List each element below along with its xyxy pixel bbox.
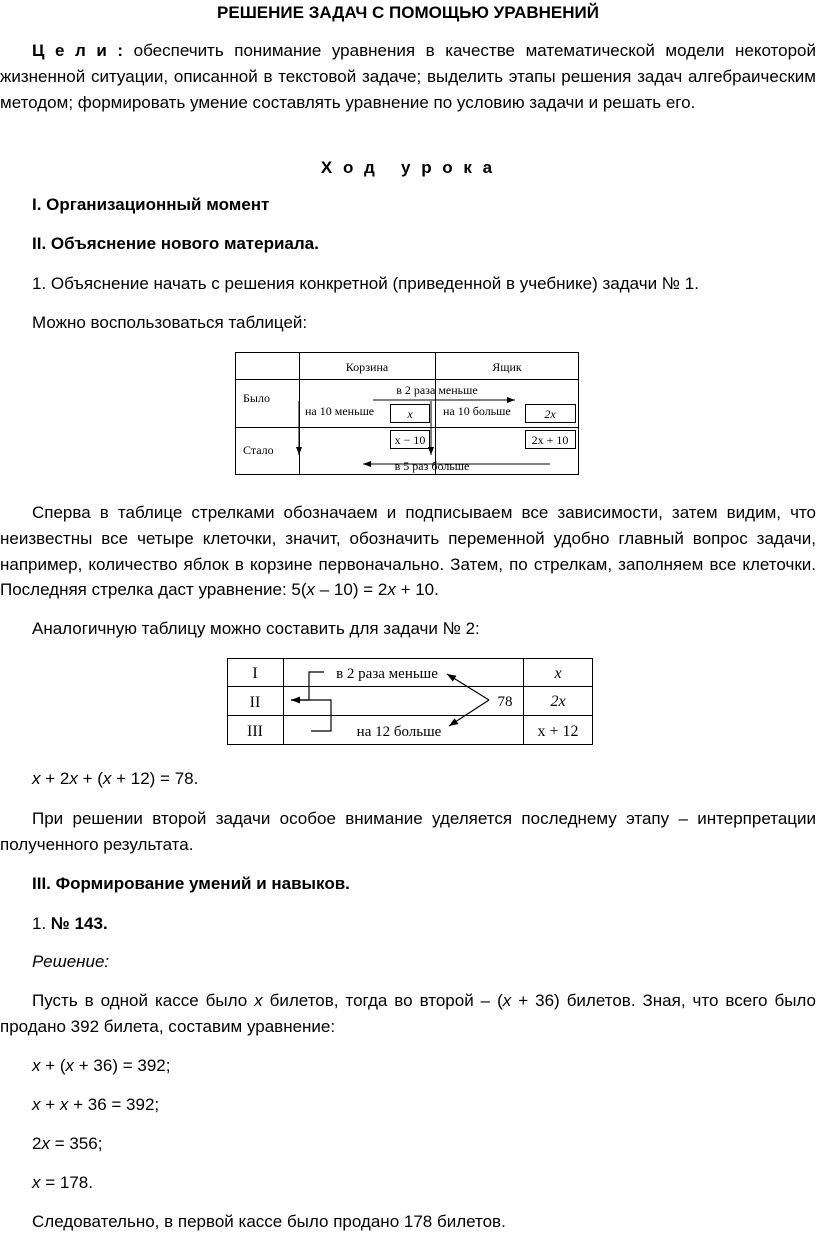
t1-cell-x-minus-10: x − 10: [394, 433, 426, 447]
t2-less-2: в 2 раза меньше: [336, 666, 438, 682]
equation-task-2: x + 2x + (x + 12) = 78.: [32, 769, 199, 788]
first-table-explanation: Сперва в таблице стрелками обозначаем и подписываем все зависимости, затем видим, что неизвестны все четыре клеточки, значит, обозначить переменной удобно главный вопрос задачи, например, количество яблок в корзине первоначально. Затем, по стрелкам, заполняем все клеточки. Последняя стрелка даст уравнение: 5(x – 10) = 2x + 10.: [0, 503, 816, 600]
table-2-figure: [227, 658, 594, 746]
equation-line-3: 2x = 356;: [32, 1134, 103, 1153]
t1-row-stalo: Стало: [243, 443, 274, 457]
goals-paragraph: [0, 38, 816, 115]
conclusion-paragraph: Следовательно, в первой кассе было продано 178 билетов.: [32, 1212, 506, 1231]
page-title: РЕШЕНИЕ ЗАДАЧ С ПОМОЩЬЮ УРАВНЕНИЙ: [217, 3, 599, 22]
t2-row-2: II: [249, 694, 261, 711]
t1-more-5: в 5 раз больше: [394, 459, 470, 473]
t1-cell-x: x: [407, 407, 413, 421]
t2-row-3: III: [247, 723, 263, 740]
t1-row-bylo: Было: [243, 391, 270, 405]
goals-text: обеспечить понимание уравнения в качестве математической модели некоторой жизненной ситуации, описанной в текстовой задаче; выделить этапы решения задач алгебраическим методом; формировать умение составлять уравнение по условию задачи и решать его.: [0, 41, 816, 112]
lesson-heading: Х о д у р о к а: [320, 158, 496, 177]
t2-num-78: 78: [497, 694, 513, 710]
second-task-paragraph: При решении второй задачи особое внимание уделяется последнему этапу – интерпретации полученного результата.: [0, 809, 816, 854]
t1-col-korzina: Корзина: [345, 360, 389, 374]
t1-plus-10: на 10 больше: [443, 404, 511, 418]
equation-line-4: x = 178.: [32, 1173, 93, 1192]
t1-cell-2x-plus-10: 2x + 10: [531, 433, 569, 447]
analog-paragraph: Аналогичную таблицу можно составить для задачи № 2:: [32, 619, 480, 638]
t2-cell-2x: 2x: [550, 693, 566, 710]
table-1-figure: [235, 352, 580, 476]
equation-line-1: x + (x + 36) = 392;: [32, 1056, 171, 1075]
t2-row-1: I: [252, 665, 258, 682]
section-3-heading: III. Формирование умений и навыков.: [32, 874, 350, 893]
t1-minus-10: на 10 меньше: [305, 404, 375, 418]
t2-cell-x: x: [554, 665, 562, 682]
explain-paragraph: 1. Объяснение начать с решения конкретной (приведенной в учебнике) задачи № 1.: [32, 274, 699, 293]
section-1-heading: I. Организационный момент: [32, 195, 270, 214]
t1-col-yashchik: Ящик: [492, 360, 522, 374]
t1-less-2: в 2 раза меньше: [396, 383, 478, 397]
section-2-heading: II. Объяснение нового материала.: [32, 234, 319, 253]
t2-cell-x-plus-12: x + 12: [537, 723, 579, 740]
goals-label: Ц е л и :: [32, 41, 124, 60]
let-paragraph: Пусть в одной кассе было x билетов, тогда во второй – (x + 36) билетов. Зная, что всего было продано 392 билета, составим уравнение:: [0, 991, 816, 1036]
equation-line-2: x + x + 36 = 392;: [32, 1095, 160, 1114]
table-intro-paragraph: Можно воспользоваться таблицей:: [32, 313, 308, 332]
solution-label: Решение:: [32, 952, 110, 971]
t1-cell-2x: 2x: [544, 407, 556, 421]
task-number: 1. № 143.: [32, 914, 108, 933]
t2-more-12: на 12 больше: [356, 724, 442, 740]
